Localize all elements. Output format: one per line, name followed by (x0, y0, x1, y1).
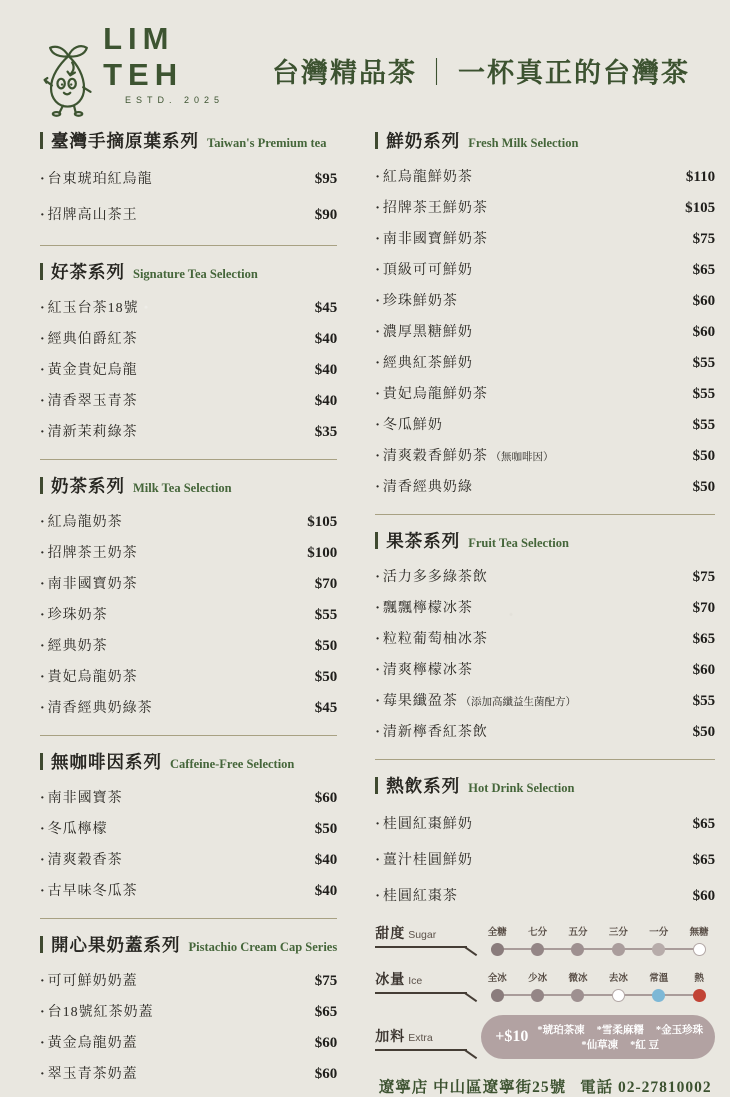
section-title-en: Fruit Tea Selection (468, 536, 569, 550)
item-price: $70 (692, 599, 716, 616)
item-price: $105 (307, 513, 338, 530)
ice-level-label: 少冰 (528, 974, 548, 984)
section-items (40, 505, 337, 722)
sugar-level-label: 一分 (649, 928, 669, 938)
ice-level-dot (612, 989, 625, 1002)
ice-level-dot (531, 989, 544, 1002)
section-bar (375, 532, 378, 549)
item-price: $65 (692, 852, 716, 868)
section-divider (375, 759, 715, 760)
menu-item (375, 470, 715, 501)
item-name: · 紅烏龍奶茶 (40, 511, 123, 531)
item-price: $50 (692, 447, 716, 464)
item-name: · 冬瓜鮮奶 (375, 414, 443, 434)
ice-label (375, 969, 467, 994)
section-title-zh: 熱飲系列 (386, 776, 461, 796)
item-name: · 清新茉莉綠茶 (40, 421, 138, 441)
section-divider (40, 735, 337, 736)
menu-item (40, 160, 337, 196)
item-price: $40 (314, 361, 338, 378)
menu-section (40, 473, 337, 722)
menu-section (40, 932, 337, 1088)
item-name: · 清新檸香紅茶飲 (375, 721, 488, 741)
menu-item (375, 715, 715, 746)
section-header (375, 528, 715, 553)
item-name: · 黃金烏龍奶蓋 (40, 1032, 138, 1052)
ice-level-dot (491, 989, 504, 1002)
menu-item (375, 346, 715, 377)
item-price: $60 (314, 789, 338, 806)
item-price: $65 (692, 816, 716, 832)
sugar-level-dot (571, 943, 584, 956)
menu-item (375, 284, 715, 315)
item-name: · 活力多多綠茶飲 (375, 566, 488, 586)
menu-item (40, 1057, 337, 1088)
item-name: · 台東琥珀紅烏龍 (40, 168, 153, 188)
item-price: $70 (314, 575, 338, 592)
extra-topping-item: *紅 豆 (630, 1040, 660, 1051)
item-name: · 清爽穀香茶 (40, 849, 123, 869)
section-divider (40, 918, 337, 919)
item-name: · 招牌高山茶王 (40, 204, 138, 224)
item-name: · 飄飄檸檬冰茶 (375, 597, 473, 617)
ice-level-stop (685, 970, 713, 1002)
section-items (375, 160, 715, 501)
brand-logo (40, 21, 246, 119)
section-title-en: Taiwan's Premium tea (207, 136, 327, 150)
extra-option-row (375, 1015, 715, 1059)
menu-item (375, 653, 715, 684)
menu-column-left (40, 128, 337, 1097)
item-note: （無咖啡因） (487, 451, 554, 463)
section-title-zh: 臺灣手摘原葉系列 (51, 131, 199, 151)
sugar-level-dot (652, 943, 665, 956)
sugar-level-stop (564, 924, 592, 956)
section-bar (40, 936, 43, 953)
menu-item (40, 781, 337, 812)
item-price: $100 (307, 544, 338, 561)
menu-item (375, 439, 715, 470)
item-price: $110 (685, 168, 716, 185)
sugar-label-zh: 甜度 (375, 927, 406, 942)
ice-level-stop (604, 970, 632, 1002)
item-name: · 南非國寶鮮奶茶 (375, 228, 488, 248)
item-note: （添加高纖益生菌配方） (457, 696, 577, 708)
item-price: $65 (692, 261, 716, 278)
sugar-level-label: 全糖 (487, 928, 507, 938)
item-name: · 南非國寶奶茶 (40, 573, 138, 593)
header (40, 21, 690, 114)
item-name: · 珍珠奶茶 (40, 604, 108, 624)
menu-section (375, 773, 715, 913)
section-bar (375, 132, 378, 149)
title-left: 台灣精品茶 (272, 57, 417, 88)
section-title-en: Milk Tea Selection (133, 481, 232, 495)
item-price: $105 (685, 199, 716, 216)
ice-level-stop (564, 970, 592, 1002)
section-title-zh: 鮮奶系列 (386, 131, 461, 151)
sugar-level-label: 七分 (528, 928, 548, 938)
section-title-zh: 奶茶系列 (51, 476, 125, 496)
item-price: $50 (692, 478, 716, 495)
section-items (40, 781, 337, 905)
extra-price: +$10 (495, 1028, 529, 1045)
item-name: · 古早味冬瓜茶 (40, 880, 138, 900)
menu-item (40, 995, 337, 1026)
ice-label-en: Ice (408, 975, 423, 987)
menu-item (375, 805, 715, 841)
item-name: · 冬瓜檸檬 (40, 818, 108, 838)
section-items (40, 964, 337, 1088)
sugar-level-stop (524, 924, 552, 956)
section-bar (375, 777, 378, 794)
menu-item (40, 196, 337, 232)
item-price: $40 (314, 330, 338, 347)
section-items (375, 560, 715, 746)
ice-level-label: 去冰 (608, 974, 628, 984)
item-name: · 桂圓紅棗鮮奶 (375, 813, 473, 833)
section-divider (40, 245, 337, 246)
item-price: $55 (692, 692, 716, 709)
item-name: · 粒粒葡萄柚冰茶 (375, 628, 488, 648)
item-price: $50 (314, 820, 338, 837)
menu-item (40, 291, 337, 322)
item-name: · 翠玉青茶奶蓋 (40, 1063, 138, 1083)
item-name: · 貴妃烏龍鮮奶茶 (375, 383, 488, 403)
ice-level-stop (645, 970, 673, 1002)
item-price: $60 (314, 1065, 338, 1082)
section-items (40, 291, 337, 446)
extra-topping-lines (537, 1022, 703, 1052)
menu-item (40, 567, 337, 598)
menu-item (40, 384, 337, 415)
item-name: · 黃金貴妃烏龍 (40, 359, 138, 379)
extra-topping-item: *仙草凍 (581, 1040, 619, 1051)
item-name: · 招牌茶王奶茶 (40, 542, 138, 562)
menu-item (375, 160, 715, 191)
item-price: $45 (314, 699, 338, 716)
menu-item (40, 598, 337, 629)
section-header (375, 773, 715, 798)
item-price: $55 (692, 385, 716, 402)
menu-item (40, 812, 337, 843)
ice-level-stop (483, 970, 511, 1002)
item-price: $40 (314, 851, 338, 868)
section-divider (375, 514, 715, 515)
item-price: $60 (692, 292, 716, 309)
sugar-level-label: 無糖 (689, 928, 709, 938)
ice-level-label: 熱 (694, 974, 704, 984)
sugar-level-stop (645, 924, 673, 956)
sugar-level-track (481, 924, 715, 956)
menu-item (40, 415, 337, 446)
extra-topping-item: *金玉珍珠 (655, 1025, 704, 1036)
section-title-en: Fresh Milk Selection (468, 136, 579, 150)
menu-item (40, 660, 337, 691)
item-price: $65 (314, 1003, 338, 1020)
sugar-label-en: Sugar (408, 929, 437, 941)
ice-label-zh: 冰量 (375, 973, 406, 988)
item-price: $35 (314, 423, 338, 440)
ice-level-dot (571, 989, 584, 1002)
item-price: $40 (314, 882, 338, 899)
menu-item (40, 505, 337, 536)
item-price: $60 (692, 661, 716, 678)
item-name: · 濃厚黑糖鮮奶 (375, 321, 473, 341)
item-name: · 薑汁桂圓鮮奶 (375, 849, 473, 869)
item-name: · 貴妃烏龍奶茶 (40, 666, 138, 686)
sugar-level-label: 三分 (608, 928, 628, 938)
sugar-level-dot (693, 943, 706, 956)
menu-item (40, 536, 337, 567)
sugar-level-dot (612, 943, 625, 956)
drink-options (375, 923, 715, 1059)
sugar-level-stop (685, 924, 713, 956)
section-bar (40, 132, 43, 149)
menu-item (375, 684, 715, 715)
section-title-zh: 好茶系列 (51, 262, 125, 282)
menu-item (375, 222, 715, 253)
ice-level-label: 微冰 (568, 974, 588, 984)
ice-level-track (481, 970, 715, 1002)
menu-section (40, 128, 337, 232)
section-header (40, 473, 337, 498)
item-price: $50 (314, 637, 338, 654)
section-bar (40, 263, 43, 280)
tea-seed-mascot-icon (40, 39, 95, 119)
item-price: $55 (692, 354, 716, 371)
extra-topping-item: *琥珀茶凍 (537, 1025, 585, 1036)
extra-label (375, 1026, 467, 1051)
menu-item (40, 1026, 337, 1057)
item-name: · 桂圓紅棗茶 (375, 885, 458, 905)
menu-item (40, 353, 337, 384)
item-name: · 清香翠玉青茶 (40, 390, 138, 410)
item-price: $60 (314, 1034, 338, 1051)
item-name: · 清香經典奶綠 (375, 476, 473, 496)
menu-item (375, 877, 715, 913)
section-divider (40, 459, 337, 460)
item-name: · 經典紅茶鮮奶 (375, 352, 473, 372)
item-price: $75 (692, 230, 716, 247)
section-bar (40, 753, 43, 770)
item-name: · 珍珠鮮奶茶 (375, 290, 458, 310)
sugar-level-stop (604, 924, 632, 956)
menu-columns (40, 128, 716, 1097)
item-name: · 台18號紅茶奶蓋 (40, 1001, 154, 1021)
ice-level-label: 全冰 (487, 974, 507, 984)
item-price: $45 (314, 299, 338, 316)
section-header (40, 749, 337, 774)
menu-item (375, 560, 715, 591)
ice-level-dot (693, 989, 706, 1002)
brand-estd: ESTD. 2025 (125, 95, 225, 105)
section-items (375, 805, 715, 913)
menu-item (375, 622, 715, 653)
ice-level-stop (524, 970, 552, 1002)
item-name: · 招牌茶王鮮奶茶 (375, 197, 488, 217)
section-title-en: Pistachio Cream Cap Series (188, 940, 338, 954)
item-price: $50 (692, 723, 716, 740)
brand-text (103, 21, 246, 119)
item-price: $95 (314, 171, 338, 187)
menu-item (375, 591, 715, 622)
section-header (375, 128, 715, 153)
section-bar (40, 477, 43, 494)
item-price: $55 (692, 416, 716, 433)
item-price: $60 (692, 323, 716, 340)
section-header (40, 932, 337, 957)
item-price: $75 (314, 972, 338, 989)
ice-level-label: 常溫 (649, 974, 669, 984)
page-title (272, 51, 690, 90)
sugar-level-dot (531, 943, 544, 956)
menu-item (40, 322, 337, 353)
item-price: $40 (314, 392, 338, 409)
store-phone: 電話 02-27810002 (580, 1079, 712, 1096)
section-title-en: Hot Drink Selection (468, 781, 575, 795)
menu-item (375, 253, 715, 284)
title-right: 一杯真正的台灣茶 (458, 57, 690, 88)
item-name: · 莓果纖盈茶 （添加高纖益生菌配方） (375, 690, 576, 710)
menu-section (40, 749, 337, 905)
item-name: · 南非國寶茶 (40, 787, 123, 807)
menu-item (375, 315, 715, 346)
ice-option-row (375, 969, 715, 1002)
item-name: · 清爽穀香鮮奶茶 （無咖啡因） (375, 445, 553, 465)
menu-section (40, 259, 337, 446)
section-title-zh: 果茶系列 (386, 531, 461, 551)
menu-item (40, 964, 337, 995)
item-name: · 經典伯爵紅茶 (40, 328, 138, 348)
section-header (40, 259, 337, 284)
item-price: $50 (314, 668, 338, 685)
section-header (40, 128, 337, 153)
section-title-zh: 開心果奶蓋系列 (51, 935, 181, 955)
item-price: $90 (314, 207, 338, 223)
item-name: · 經典奶茶 (40, 635, 108, 655)
sugar-level-dot (491, 943, 504, 956)
extra-topping-line (537, 1037, 703, 1052)
section-title-zh: 無咖啡因系列 (51, 752, 162, 772)
sugar-level-stop (483, 924, 511, 956)
menu-column-right (375, 128, 715, 1097)
extra-label-zh: 加料 (375, 1030, 406, 1045)
menu-item (40, 629, 337, 660)
section-title-en: Caffeine-Free Selection (170, 757, 295, 771)
menu-item (40, 691, 337, 722)
item-price: $75 (692, 568, 716, 585)
item-name: · 可可鮮奶奶蓋 (40, 970, 138, 990)
sugar-level-label: 五分 (568, 928, 588, 938)
section-title-en: Signature Tea Selection (133, 267, 258, 281)
menu-item (40, 843, 337, 874)
menu-item (375, 191, 715, 222)
item-name: · 頂級可可鮮奶 (375, 259, 473, 279)
menu-section (375, 128, 715, 501)
store-name-address: 遼寧店 中山區遼寧街25號 (378, 1079, 567, 1096)
extra-topping-item: *雪柔麻糬 (596, 1025, 644, 1036)
sugar-option-row (375, 923, 715, 956)
menu-item (375, 841, 715, 877)
section-items (40, 160, 337, 232)
item-price: $55 (314, 606, 338, 623)
item-name: · 紅玉台茶18號 (40, 297, 139, 317)
brand-name: LIM TEH (103, 21, 184, 92)
menu-item (375, 408, 715, 439)
item-name: · 清爽檸檬冰茶 (375, 659, 473, 679)
sugar-label (375, 923, 467, 948)
extra-toppings-pill (481, 1015, 715, 1059)
item-price: $65 (692, 630, 716, 647)
menu-item (40, 874, 337, 905)
item-price: $60 (692, 888, 716, 904)
store-address-footer (375, 1075, 715, 1097)
item-name: · 紅烏龍鮮奶茶 (375, 166, 473, 186)
extra-label-en: Extra (408, 1032, 433, 1044)
ice-level-dot (652, 989, 665, 1002)
item-name: · 清香經典奶綠茶 (40, 697, 153, 717)
title-separator: ｜ (423, 57, 452, 88)
menu-section (375, 528, 715, 746)
extra-topping-line (537, 1022, 703, 1037)
menu-item (375, 377, 715, 408)
